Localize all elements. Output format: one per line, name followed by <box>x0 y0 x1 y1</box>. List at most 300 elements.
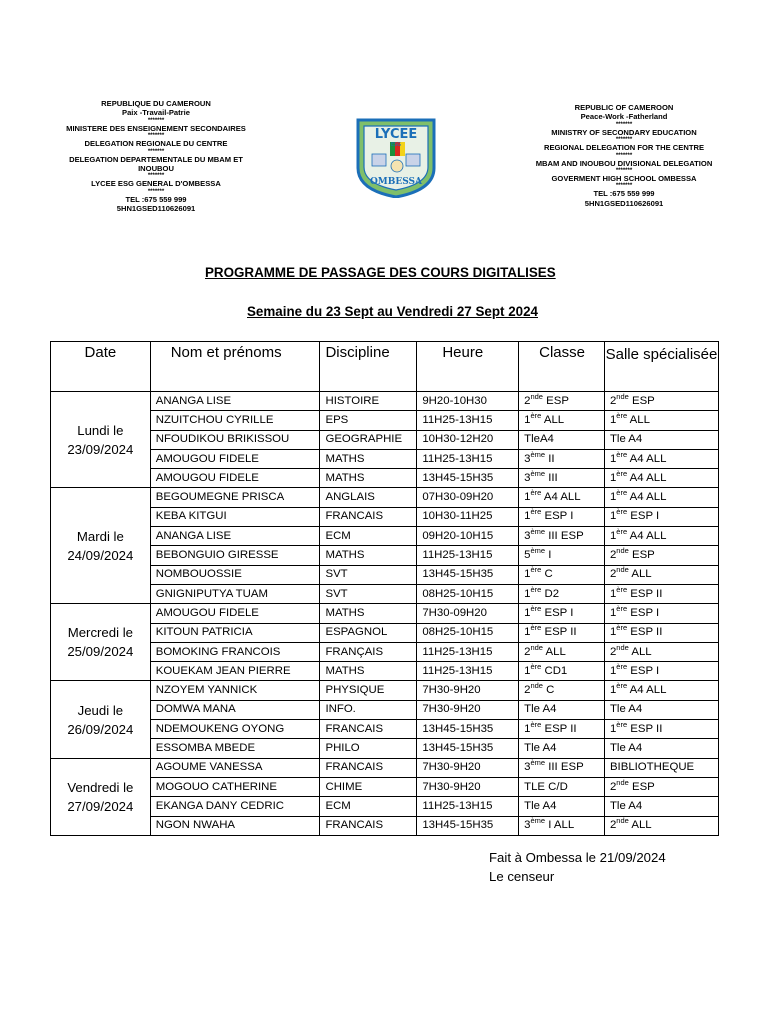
class-cell-main: 3 <box>524 761 531 774</box>
teacher-name: BEBONGUIO GIRESSE <box>150 546 320 565</box>
teacher-name: NZUITCHOU CYRILLE <box>150 411 320 430</box>
class-cell-suffix: III ESP <box>545 529 584 542</box>
class-cell <box>519 604 605 623</box>
room-cell-ordinal: nde <box>616 565 629 575</box>
room-cell <box>604 430 718 449</box>
room-cell-main: 1 <box>609 722 617 735</box>
discipline-cell: MATHS <box>320 662 417 681</box>
header-en-stars: ******* <box>615 137 633 144</box>
discipline-cell: PHILO <box>320 739 417 758</box>
room-cell-suffix: ESP II <box>627 626 663 639</box>
header-fr-stars: ******* <box>147 148 165 155</box>
header-en-code-cut <box>528 199 720 206</box>
room-cell <box>604 739 718 758</box>
discipline-cell: FRANCAIS <box>320 507 417 526</box>
table-row <box>51 527 719 546</box>
teacher-name: BOMOKING FRANCOIS <box>150 642 320 661</box>
page-title: PROGRAMME DE PASSAGE DES COURS DIGITALISES <box>205 265 556 280</box>
header-en-stars: ******* <box>615 152 633 159</box>
table-body <box>51 392 719 836</box>
time-cell: 7H30-9H20 <box>417 758 519 777</box>
room-cell <box>604 797 718 816</box>
class-cell-main: 5 <box>524 549 531 562</box>
class-cell-suffix: C <box>541 568 553 581</box>
class-cell-ordinal: nde <box>530 642 543 652</box>
class-cell <box>519 411 605 430</box>
room-cell-ordinal: ère <box>616 410 628 420</box>
class-cell-main: 1 <box>524 664 531 677</box>
room-cell-suffix: A4 ALL <box>627 471 667 484</box>
discipline-cell: FRANCAIS <box>320 720 417 739</box>
class-cell <box>519 739 605 758</box>
room-cell <box>604 527 718 546</box>
time-cell: 13H45-15H35 <box>417 565 519 584</box>
room-cell-main: 1 <box>609 529 617 542</box>
room-cell <box>604 816 718 835</box>
logo-small-text: ESG <box>390 142 402 148</box>
teacher-name: ANANGA LISE <box>150 392 320 411</box>
footer-place-date: Fait à Ombessa le 21/09/2024 <box>489 850 666 865</box>
class-cell-main: 1 <box>524 722 531 735</box>
room-cell-main: Tle A4 <box>609 741 643 754</box>
class-cell <box>519 392 605 411</box>
room-cell <box>604 662 718 681</box>
class-cell-ordinal: ème <box>530 468 546 478</box>
teacher-name: NFOUDIKOU BRIKISSOU <box>150 430 320 449</box>
time-cell: 9H20-10H30 <box>417 392 519 411</box>
discipline-cell: CHIME <box>320 777 417 796</box>
room-cell-ordinal: nde <box>616 816 629 826</box>
teacher-name: DOMWA MANA <box>150 700 320 719</box>
discipline-cell: MATHS <box>320 604 417 623</box>
class-cell-ordinal: ème <box>530 546 546 556</box>
room-cell <box>604 720 718 739</box>
time-cell: 7H30-9H20 <box>417 777 519 796</box>
room-cell <box>604 507 718 526</box>
room-cell-main: 2 <box>609 819 617 832</box>
class-cell-main: 1 <box>524 491 531 504</box>
room-cell-main: 1 <box>609 626 617 639</box>
table-row <box>51 488 719 507</box>
class-cell-suffix: ESP II <box>541 626 577 639</box>
table-row <box>51 700 719 719</box>
header-en-stars: ******* <box>615 168 633 175</box>
room-cell <box>604 411 718 430</box>
room-cell <box>604 392 718 411</box>
time-cell: 10H30-12H20 <box>417 430 519 449</box>
room-cell-suffix: ALL <box>627 413 650 426</box>
room-cell-suffix: ALL <box>628 568 652 581</box>
header-en-motto: Peace-Work -Fatherland <box>580 112 668 122</box>
teacher-name: KEBA KITGUI <box>150 507 320 526</box>
class-cell-main: 1 <box>524 413 531 426</box>
room-cell-suffix: ESP II <box>627 587 663 600</box>
class-cell-ordinal: ème <box>530 526 546 536</box>
room-cell-main: 1 <box>609 664 617 677</box>
room-cell-ordinal: ère <box>616 681 628 691</box>
room-cell-main: 1 <box>609 491 617 504</box>
class-cell-main: 1 <box>524 587 531 600</box>
time-cell: 7H30-09H20 <box>417 604 519 623</box>
teacher-name: GNIGNIPUTYA TUAM <box>150 584 320 603</box>
room-cell-suffix: ESP I <box>627 664 660 677</box>
room-cell-ordinal: ère <box>616 603 628 613</box>
table-row <box>51 662 719 681</box>
time-cell: 7H30-9H20 <box>417 681 519 700</box>
footer <box>489 848 666 886</box>
schedule-table <box>50 341 719 836</box>
room-cell-main: 2 <box>609 645 617 658</box>
class-cell-ordinal: ère <box>530 488 542 498</box>
class-cell <box>519 469 605 488</box>
room-cell <box>604 681 718 700</box>
time-cell: 13H45-15H35 <box>417 739 519 758</box>
teacher-name: NDEMOUKENG OYONG <box>150 720 320 739</box>
header-fr-stars: ******* <box>147 117 165 124</box>
room-cell-ordinal: ère <box>616 507 628 517</box>
room-cell-suffix: ALL <box>628 819 652 832</box>
class-cell-suffix: A4 ALL <box>541 491 581 504</box>
room-cell-suffix: ESP I <box>627 606 660 619</box>
table-row <box>51 681 719 700</box>
room-cell-main: 1 <box>609 471 617 484</box>
teacher-name: AMOUGOU FIDELE <box>150 604 320 623</box>
room-cell-ordinal: ère <box>616 623 628 633</box>
table-row <box>51 469 719 488</box>
table-row <box>51 392 719 411</box>
discipline-cell: SVT <box>320 584 417 603</box>
header-french <box>66 99 246 211</box>
class-cell-ordinal: ème <box>530 758 546 768</box>
discipline-cell: ECM <box>320 527 417 546</box>
table-row <box>51 623 719 642</box>
class-cell-ordinal: ère <box>530 603 542 613</box>
room-cell-main: Tle A4 <box>609 799 643 812</box>
header-en-tel: TEL :675 559 999 <box>593 189 655 199</box>
header-fr-stars: ******* <box>147 173 165 180</box>
room-cell-ordinal: ère <box>616 719 628 729</box>
room-cell-suffix: ESP <box>628 780 655 793</box>
room-cell-ordinal: nde <box>616 642 629 652</box>
table-row <box>51 507 719 526</box>
room-cell <box>604 546 718 565</box>
class-cell-ordinal: ère <box>530 507 542 517</box>
col-header-name: Nom et prénoms <box>150 342 320 392</box>
class-cell-ordinal: ème <box>530 816 546 826</box>
header-en-code: 5HN1GSED110626091 <box>584 198 664 206</box>
room-cell-ordinal: ère <box>616 488 628 498</box>
room-cell <box>604 642 718 661</box>
header-en-regional: REGIONAL DELEGATION FOR THE CENTRE <box>543 143 705 153</box>
class-cell <box>519 816 605 835</box>
time-cell: 08H25-10H15 <box>417 623 519 642</box>
class-cell-suffix: ESP I <box>541 606 574 619</box>
room-cell-ordinal: ère <box>616 661 628 671</box>
room-cell-main: 1 <box>609 413 617 426</box>
time-cell: 09H20-10H15 <box>417 527 519 546</box>
room-cell-main: BIBLIOTHEQUE <box>609 761 695 774</box>
room-cell-main: 2 <box>609 549 617 562</box>
room-cell-ordinal: ère <box>616 449 628 459</box>
header-fr-motto: Paix -Travail-Patrie <box>122 108 190 118</box>
table-row <box>51 565 719 584</box>
room-cell-ordinal: nde <box>616 546 629 556</box>
room-cell-main: 2 <box>609 780 617 793</box>
teacher-name: BEGOUMEGNE PRISCA <box>150 488 320 507</box>
room-cell-ordinal: nde <box>616 391 629 401</box>
room-cell <box>604 449 718 468</box>
time-cell: 08H25-10H15 <box>417 584 519 603</box>
time-cell: 10H30-11H25 <box>417 507 519 526</box>
col-header-discipline: Discipline <box>320 342 417 392</box>
class-cell-ordinal: ère <box>530 661 542 671</box>
time-cell: 11H25-13H15 <box>417 546 519 565</box>
day-label: Mercredi le 25/09/2024 <box>51 604 151 681</box>
room-cell-main: 1 <box>609 510 617 523</box>
class-cell <box>519 488 605 507</box>
class-cell-main: 3 <box>524 471 531 484</box>
discipline-cell: EPS <box>320 411 417 430</box>
discipline-cell: SVT <box>320 565 417 584</box>
discipline-cell: ESPAGNOL <box>320 623 417 642</box>
discipline-cell: MATHS <box>320 449 417 468</box>
room-cell <box>604 584 718 603</box>
room-cell <box>604 565 718 584</box>
class-cell-main: Tle A4 <box>524 799 557 812</box>
logo-bottom-text: OMBESSA <box>369 177 423 187</box>
room-cell-main: Tle A4 <box>609 703 643 716</box>
room-cell-ordinal: ère <box>616 468 628 478</box>
class-cell <box>519 720 605 739</box>
table-row <box>51 758 719 777</box>
room-cell-main: 1 <box>609 452 617 465</box>
class-cell-main: 2 <box>524 684 531 697</box>
class-cell-ordinal: ème <box>530 449 546 459</box>
header-fr-departmental: DELEGATION DEPARTEMENTALE DU MBAM ET INOUBOU <box>69 154 243 174</box>
day-label: Lundi le 23/09/2024 <box>51 392 151 488</box>
day-label: Vendredi le 27/09/2024 <box>51 758 151 835</box>
class-cell <box>519 642 605 661</box>
class-cell-suffix: II <box>545 452 555 465</box>
class-cell-ordinal: ère <box>530 623 542 633</box>
discipline-cell: GEOGRAPHIE <box>320 430 417 449</box>
time-cell: 13H45-15H35 <box>417 816 519 835</box>
room-cell-suffix: ESP II <box>627 722 663 735</box>
class-cell <box>519 507 605 526</box>
header-en-country: REPUBLIC OF CAMEROON <box>574 103 674 112</box>
class-cell <box>519 758 605 777</box>
room-cell-suffix: ALL <box>628 645 652 658</box>
table-row <box>51 546 719 565</box>
table-row <box>51 430 719 449</box>
discipline-cell: ECM <box>320 797 417 816</box>
class-cell <box>519 623 605 642</box>
class-cell <box>519 584 605 603</box>
class-cell-suffix: ESP <box>542 394 569 407</box>
class-cell-main: 3 <box>524 529 531 542</box>
discipline-cell: FRANÇAIS <box>320 642 417 661</box>
class-cell-main: 1 <box>524 626 531 639</box>
time-cell: 11H25-13H15 <box>417 449 519 468</box>
room-cell-main: 1 <box>609 684 617 697</box>
class-cell-main: Tle A4 <box>524 741 557 754</box>
class-cell-main: 3 <box>524 452 531 465</box>
teacher-name: ESSOMBA MBEDE <box>150 739 320 758</box>
teacher-name: AMOUGOU FIDELE <box>150 469 320 488</box>
room-cell-main: 1 <box>609 587 617 600</box>
header-fr-code-cut <box>66 204 246 211</box>
class-cell-ordinal: ère <box>530 565 542 575</box>
class-cell <box>519 565 605 584</box>
room-cell <box>604 469 718 488</box>
room-cell-main: Tle A4 <box>609 433 643 446</box>
class-cell-suffix: I ALL <box>545 819 575 832</box>
col-header-time: Heure <box>417 342 519 392</box>
logo-top-text: LYCEE <box>374 127 418 142</box>
room-cell <box>604 758 718 777</box>
time-cell: 11H25-13H15 <box>417 411 519 430</box>
class-cell-suffix: ESP I <box>541 510 574 523</box>
teacher-name: NOMBOUOSSIE <box>150 565 320 584</box>
time-cell: 7H30-9H20 <box>417 700 519 719</box>
time-cell: 13H45-15H35 <box>417 469 519 488</box>
class-cell-suffix: ESP II <box>541 722 577 735</box>
table-row <box>51 816 719 835</box>
class-cell-main: TleA4 <box>524 433 554 446</box>
class-cell-ordinal: ère <box>530 719 542 729</box>
class-cell-main: 1 <box>524 510 531 523</box>
teacher-name: MOGOUO CATHERINE <box>150 777 320 796</box>
header-fr-stars: ******* <box>147 133 165 140</box>
teacher-name: AGOUME VANESSA <box>150 758 320 777</box>
week-subtitle: Semaine du 23 Sept au Vendredi 27 Sept 2024 <box>247 304 538 319</box>
class-cell <box>519 449 605 468</box>
class-cell-ordinal: nde <box>530 681 543 691</box>
table-row <box>51 777 719 796</box>
room-cell-ordinal: nde <box>616 777 629 787</box>
class-cell-main: 1 <box>524 606 531 619</box>
room-cell-suffix: A4 ALL <box>627 529 667 542</box>
teacher-name: AMOUGOU FIDELE <box>150 449 320 468</box>
table-row <box>51 604 719 623</box>
discipline-cell: MATHS <box>320 546 417 565</box>
room-cell <box>604 700 718 719</box>
header-english <box>528 103 720 206</box>
class-cell <box>519 700 605 719</box>
room-cell-ordinal: ère <box>616 584 628 594</box>
class-cell-suffix: III ESP <box>545 761 584 774</box>
header-en-stars: ******* <box>615 183 633 190</box>
class-cell-suffix: C <box>542 684 555 697</box>
room-cell <box>604 777 718 796</box>
time-cell: 11H25-13H15 <box>417 642 519 661</box>
discipline-cell: HISTOIRE <box>320 392 417 411</box>
room-cell-suffix: ESP <box>628 549 655 562</box>
class-cell-ordinal: nde <box>530 391 543 401</box>
table-header-row <box>51 342 719 392</box>
room-cell <box>604 488 718 507</box>
header-fr-regional: DELEGATION REGIONALE DU CENTRE <box>84 139 228 149</box>
room-cell <box>604 623 718 642</box>
class-cell-main: 3 <box>524 819 531 832</box>
school-logo <box>354 118 438 198</box>
room-cell-main: 1 <box>609 606 617 619</box>
time-cell: 07H30-09H20 <box>417 488 519 507</box>
class-cell <box>519 777 605 796</box>
class-cell-suffix: D2 <box>541 587 560 600</box>
teacher-name: ANANGA LISE <box>150 527 320 546</box>
day-label: Mardi le 24/09/2024 <box>51 488 151 604</box>
table-row <box>51 411 719 430</box>
discipline-cell: PHYSIQUE <box>320 681 417 700</box>
teacher-name: KOUEKAM JEAN PIERRE <box>150 662 320 681</box>
class-cell <box>519 527 605 546</box>
class-cell-main: 2 <box>524 645 531 658</box>
discipline-cell: MATHS <box>320 469 417 488</box>
header-fr-code: 5HN1GSED110626091 <box>116 204 196 212</box>
header-en-ministry: MINISTRY OF SECONDARY EDUCATION <box>551 127 697 137</box>
teacher-name: EKANGA DANY CEDRIC <box>150 797 320 816</box>
teacher-name: NGON NWAHA <box>150 816 320 835</box>
table-row <box>51 584 719 603</box>
col-header-class: Classe <box>519 342 605 392</box>
room-cell-ordinal: ère <box>616 526 628 536</box>
class-cell <box>519 546 605 565</box>
class-cell-suffix: I <box>545 549 552 562</box>
teacher-name: KITOUN PATRICIA <box>150 623 320 642</box>
table-row <box>51 720 719 739</box>
room-cell <box>604 604 718 623</box>
header-en-divisional: MBAM AND INOUBOU DIVISIONAL DELEGATION <box>535 158 713 168</box>
header-fr-school: LYCEE ESG GENERAL D'OMBESSA <box>91 179 221 189</box>
class-cell-main: TLE C/D <box>524 780 568 793</box>
room-cell-main: 2 <box>609 394 617 407</box>
class-cell-ordinal: ère <box>530 410 542 420</box>
table-row <box>51 642 719 661</box>
class-cell-suffix: III <box>545 471 558 484</box>
time-cell: 11H25-13H15 <box>417 662 519 681</box>
teacher-name: NZOYEM YANNICK <box>150 681 320 700</box>
header-fr-stars: ******* <box>147 188 165 195</box>
time-cell: 11H25-13H15 <box>417 797 519 816</box>
class-cell-suffix: CD1 <box>541 664 568 677</box>
col-header-room: Salle spécialisée <box>604 342 718 392</box>
class-cell-suffix: ALL <box>542 645 566 658</box>
header-fr-country: REPUBLIQUE DU CAMEROUN <box>101 99 211 108</box>
table-row <box>51 449 719 468</box>
col-header-date: Date <box>51 342 151 392</box>
discipline-cell: INFO. <box>320 700 417 719</box>
room-cell-suffix: ESP <box>628 394 655 407</box>
header-fr-ministry: MINISTERE DES ENSEIGNEMENT SECONDAIRES <box>66 123 246 133</box>
class-cell-main: 2 <box>524 394 531 407</box>
table-row <box>51 739 719 758</box>
discipline-cell: FRANCAIS <box>320 816 417 835</box>
class-cell <box>519 662 605 681</box>
day-label: Jeudi le 26/09/2024 <box>51 681 151 758</box>
header-en-school: GOVERMENT HIGH SCHOOL OMBESSA <box>551 174 697 184</box>
class-cell-ordinal: ère <box>530 584 542 594</box>
table-row <box>51 797 719 816</box>
discipline-cell: ANGLAIS <box>320 488 417 507</box>
class-cell-main: Tle A4 <box>524 703 557 716</box>
class-cell <box>519 681 605 700</box>
room-cell-suffix: ESP I <box>627 510 660 523</box>
footer-signatory: Le censeur <box>489 869 555 884</box>
class-cell <box>519 430 605 449</box>
room-cell-suffix: A4 ALL <box>627 684 667 697</box>
class-cell <box>519 797 605 816</box>
